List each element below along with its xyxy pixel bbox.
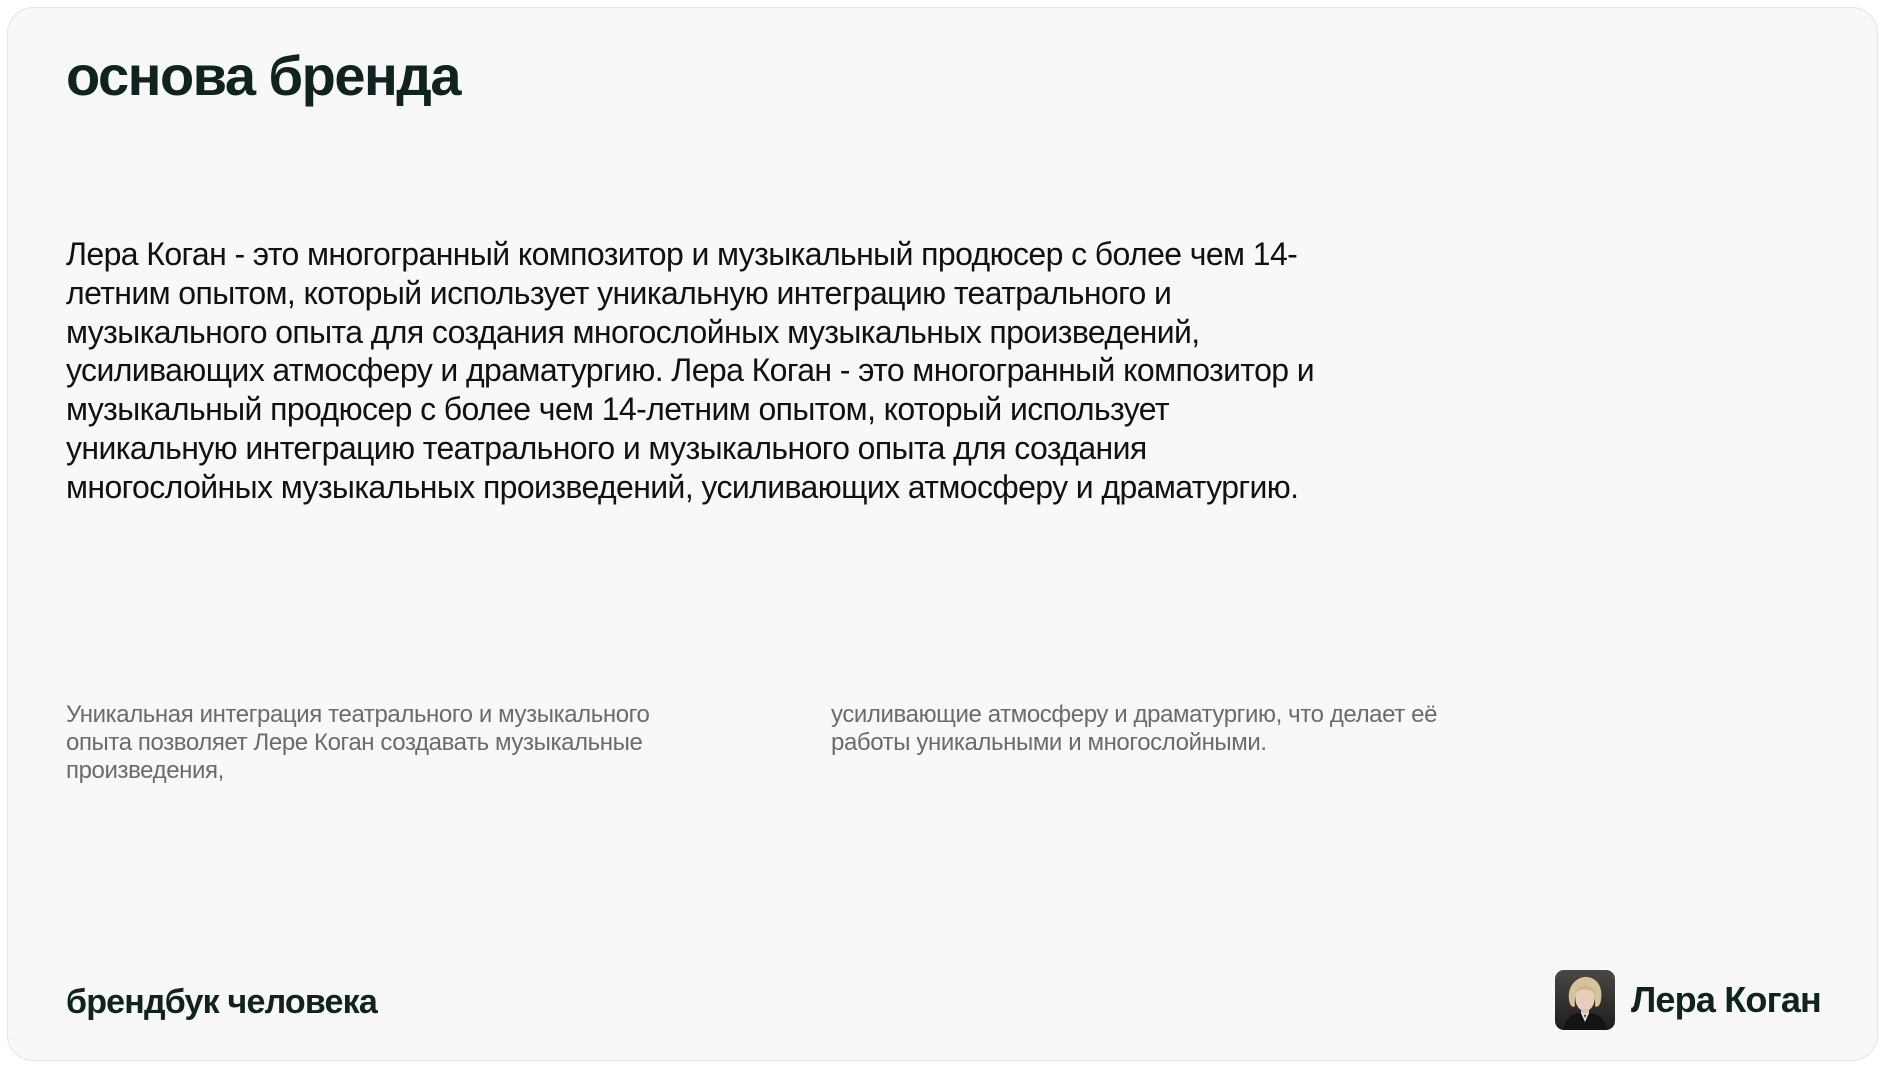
portrait-photo-icon	[1555, 970, 1615, 1030]
footer-label: брендбук человека	[66, 983, 377, 1021]
author-name: Лера Коган	[1630, 979, 1821, 1020]
note-left: Уникальная интеграция театрального и музыкального опыта позволяет Лере Коган создавать музыкальные произведения,	[66, 701, 650, 784]
author-block	[1555, 970, 1821, 1030]
note-right: усиливающие атмосферу и драматургию, что делает её работы уникальными и многослойными.	[831, 701, 1438, 756]
lead-paragraph: Лера Коган - это многогранный композитор и музыкальный продюсер с более чем 14-летним опытом, который использует уникальную интеграцию театрального и музыкального опыта для создания многослойных музыкальных произведений, усиливающих атмосферу и драматургию. Лера Коган - это многогранный композитор и музыкальный продюсер с более чем 14-летним опытом, который использует уникальную интеграцию театрального и музыкального опыта для создания многослойных музыкальных произведений, усиливающих атмосферу и драматургию.	[66, 236, 1315, 505]
page-title: основа бренда	[66, 44, 460, 107]
brand-slide	[7, 7, 1878, 1061]
avatar	[1555, 970, 1615, 1030]
